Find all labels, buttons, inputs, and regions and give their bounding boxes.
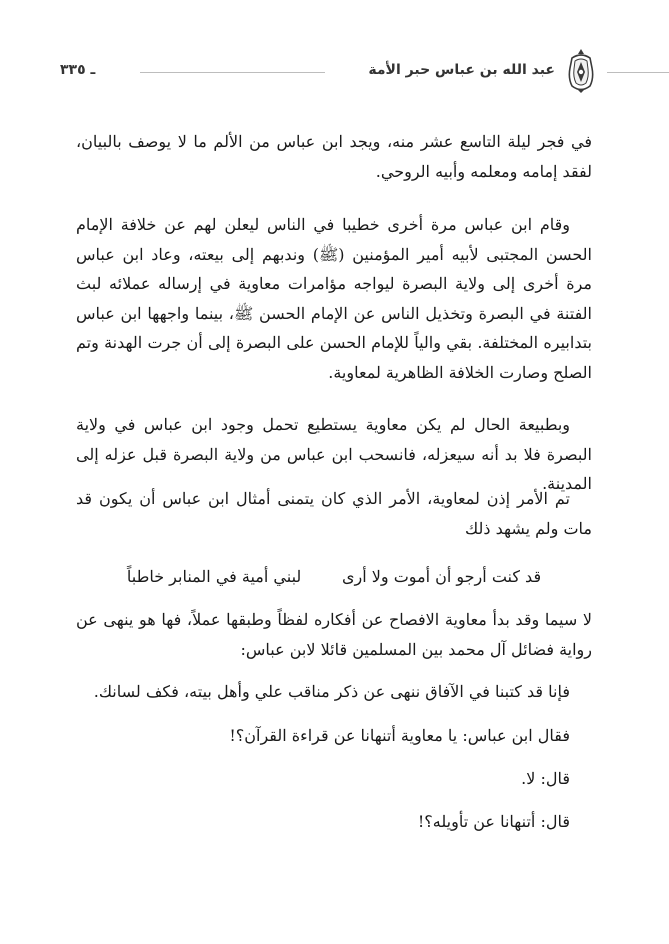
lantern-ornament-icon — [563, 48, 599, 94]
running-title: عبد الله بن عباس حبر الأمة — [368, 62, 555, 78]
paragraph-2: وقام ابن عباس مرة أخرى خطيبا في الناس ليعلن لهم عن خلافة الإمام الحسن المجتبى لأبيه أمير المؤمنين (ﷺ) وندبهم إلى بيعته، وعاد ابن عباس مرة أخرى إلى ولاية البصرة ليواجه مؤامرات معاوية في إرساله عملائه لبث الفتنة في البصرة وتخذيل الناس عن الإمام الحسن ﷺ، بينما واجهها ابن عباس بتدابيره المختلفة. بقي والياً للإمام الحسن على البصرة إلى أن جرت الهدنة وتم الصلح وصارت الخلافة الظاهرية لمعاوية. — [76, 215, 592, 382]
paragraph-7: فقال ابن عباس: يا معاوية أتنهانا عن قراءة القرآن؟! — [229, 726, 570, 745]
poetry-verse — [76, 562, 592, 592]
paragraph-3: وبطبيعة الحال لم يكن معاوية يستطيع تحمل وجود ابن عباس في ولاية البصرة فلا بد أنه سيعزله، فانسحب ابن عباس من ولاية البصرة قبل عزله إلى المدينة. — [76, 415, 592, 493]
header-divider-right — [607, 72, 669, 73]
paragraph-6: فإنا قد كتبنا في الآفاق ننهى عن ذكر مناقب علي وأهل بيته، فكف لسانك. — [93, 682, 570, 701]
header-divider-left — [140, 72, 325, 73]
paragraph-5: لا سيما وقد بدأ معاوية الافصاح عن أفكاره لفظاً وطبقها عملاً، فها هو ينهى عن رواية فضائل آل محمد بين المسلمين قائلا لابن عباس: — [76, 610, 592, 659]
verse-second-hemistich: لبني أمية في المنابر خاطباً — [126, 567, 302, 586]
paragraph-9: قال: أتنهانا عن تأويله؟! — [417, 812, 570, 831]
paragraph-4: تم الأمر إذن لمعاوية، الأمر الذي كان يتمنى أمثال ابن عباس أن يكون قد مات ولم يشهد ذلك — [76, 489, 592, 538]
page-number: ـ ٣٣٥ — [60, 62, 96, 78]
page-header — [0, 48, 669, 94]
paragraph-1: في فجر ليلة التاسع عشر منه، ويجد ابن عباس من الألم ما لا يوصف بالبيان، لفقد إمامه ومعلمه وأبيه الروحي. — [76, 132, 592, 181]
paragraph-8: قال: لا. — [521, 769, 570, 788]
verse-first-hemistich: قد كنت أرجو أن أموت ولا أرى — [341, 567, 542, 586]
